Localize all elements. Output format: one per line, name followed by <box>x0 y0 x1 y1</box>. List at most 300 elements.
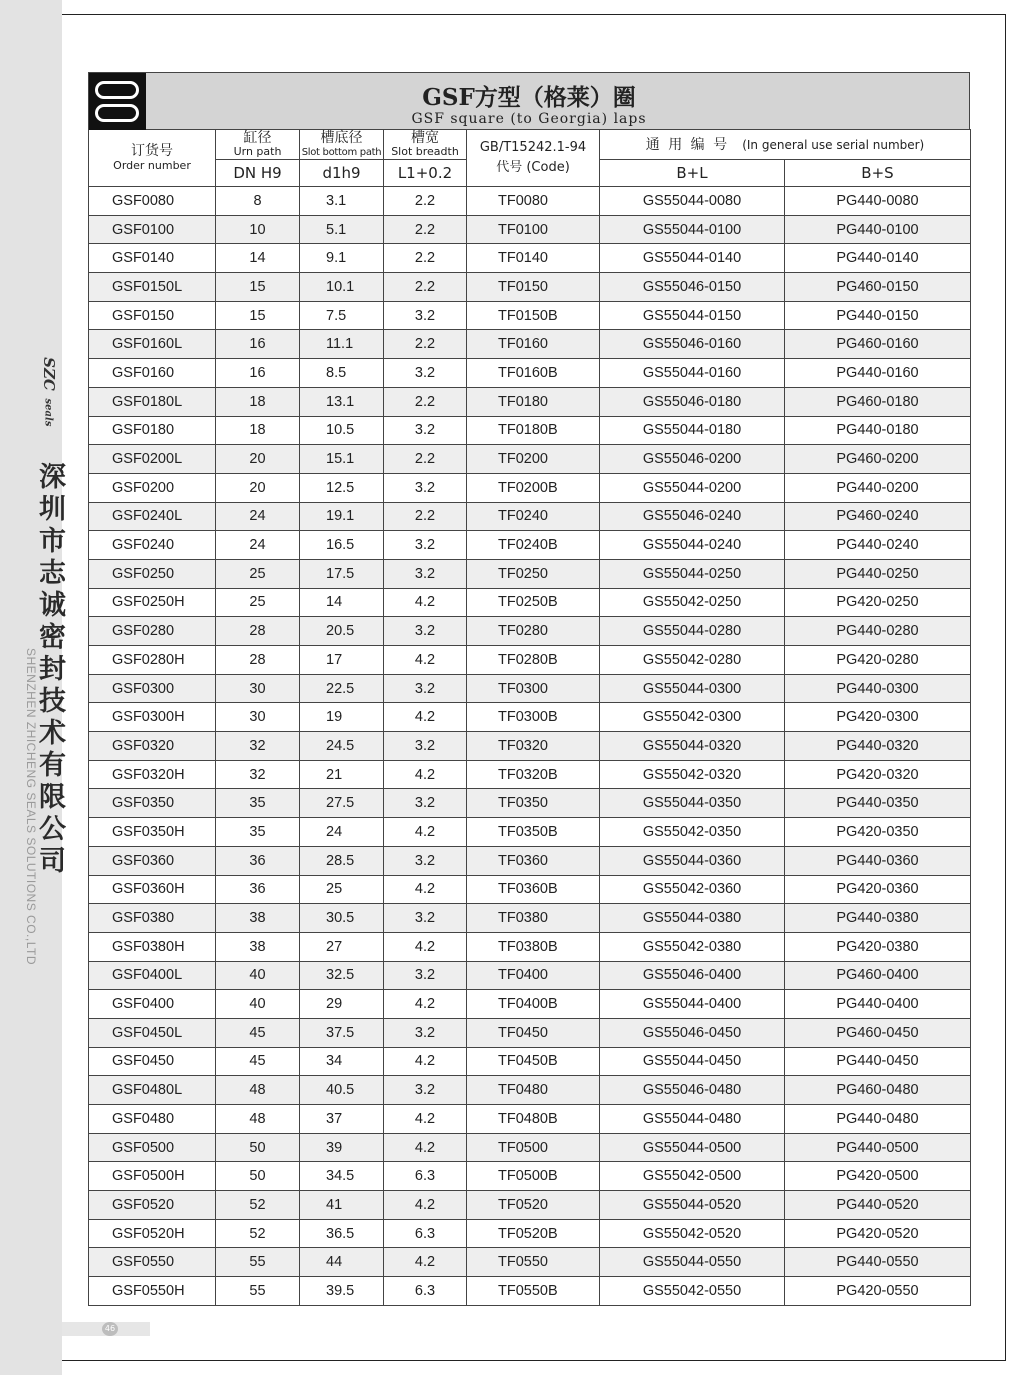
bore-cell: 50 <box>216 1162 300 1191</box>
slot-diameter-cell: 24.5 <box>300 732 384 761</box>
logo-word: SZC <box>39 357 58 391</box>
bore-cell: 50 <box>216 1133 300 1162</box>
table-row <box>89 387 971 416</box>
slot-width-cell: 2.2 <box>384 502 467 531</box>
bs-serial-cell: PG440-0240 <box>785 531 971 560</box>
bl-serial-cell: GS55046-0180 <box>600 387 785 416</box>
header-slot-width: 槽宽 Slot breadth <box>384 130 467 160</box>
slot-diameter-cell: 39 <box>300 1133 384 1162</box>
bs-serial-cell: PG440-0140 <box>785 244 971 273</box>
bs-serial-cell: PG440-0480 <box>785 1105 971 1134</box>
order-number-cell: GSF0240 <box>89 531 216 560</box>
slot-diameter-cell: 40.5 <box>300 1076 384 1105</box>
bore-cell: 30 <box>216 674 300 703</box>
code-cell: TF0500B <box>467 1162 600 1191</box>
bore-cell: 38 <box>216 904 300 933</box>
order-number-cell: GSF0280 <box>89 617 216 646</box>
slot-diameter-cell: 3.1 <box>300 187 384 216</box>
header-general: 通 用 编 号 (In general use serial number) <box>600 130 971 160</box>
bl-serial-cell: GS55044-0360 <box>600 846 785 875</box>
slot-diameter-cell: 24 <box>300 818 384 847</box>
bl-serial-cell: GS55044-0180 <box>600 416 785 445</box>
bs-serial-cell: PG440-0150 <box>785 301 971 330</box>
bl-serial-cell: GS55044-0520 <box>600 1191 785 1220</box>
code-cell: TF0180 <box>467 387 600 416</box>
slot-diameter-cell: 44 <box>300 1248 384 1277</box>
table-row <box>89 875 971 904</box>
header-standard: GB/T15242.1-94 代号 (Code) <box>467 130 600 187</box>
slot-diameter-cell: 36.5 <box>300 1219 384 1248</box>
slot-diameter-cell: 41 <box>300 1191 384 1220</box>
bore-cell: 45 <box>216 1047 300 1076</box>
code-cell: TF0160 <box>467 330 600 359</box>
bl-serial-cell: GS55042-0360 <box>600 875 785 904</box>
bl-serial-cell: GS55044-0400 <box>600 990 785 1019</box>
table-row <box>89 502 971 531</box>
code-cell: TF0280B <box>467 646 600 675</box>
slot-width-cell: 4.2 <box>384 818 467 847</box>
table-row <box>89 531 971 560</box>
spec-table-body <box>89 187 971 1306</box>
bore-cell: 10 <box>216 215 300 244</box>
slot-diameter-cell: 14 <box>300 588 384 617</box>
table-row <box>89 674 971 703</box>
slot-width-cell: 4.2 <box>384 760 467 789</box>
slot-width-cell: 3.2 <box>384 789 467 818</box>
bore-cell: 16 <box>216 359 300 388</box>
slot-width-cell: 2.2 <box>384 215 467 244</box>
table-row <box>89 1162 971 1191</box>
table-row <box>89 1219 971 1248</box>
bl-serial-cell: GS55044-0500 <box>600 1133 785 1162</box>
bl-serial-cell: GS55044-0200 <box>600 473 785 502</box>
order-number-cell: GSF0480 <box>89 1105 216 1134</box>
page-title: GSF方型（格莱）圈 <box>422 84 636 111</box>
bore-cell: 52 <box>216 1219 300 1248</box>
frame-top <box>62 14 1006 15</box>
bl-serial-cell: GS55042-0300 <box>600 703 785 732</box>
table-row <box>89 1018 971 1047</box>
slot-diameter-cell: 5.1 <box>300 215 384 244</box>
header-bs: B+S <box>785 160 971 187</box>
bl-serial-cell: GS55046-0150 <box>600 273 785 302</box>
slot-width-cell: 6.3 <box>384 1219 467 1248</box>
bs-serial-cell: PG420-0250 <box>785 588 971 617</box>
code-cell: TF0400 <box>467 961 600 990</box>
code-cell: TF0360B <box>467 875 600 904</box>
bs-serial-cell: PG440-0500 <box>785 1133 971 1162</box>
slot-width-cell: 4.2 <box>384 875 467 904</box>
header-slot-width-tol: L1+0.2 <box>384 160 467 187</box>
order-number-cell: GSF0380 <box>89 904 216 933</box>
spec-table <box>88 129 971 1306</box>
order-number-cell: GSF0400 <box>89 990 216 1019</box>
table-row <box>89 273 971 302</box>
company-name-cn: 深圳市志诚密封技术有限公司 <box>34 462 65 878</box>
code-cell: TF0300 <box>467 674 600 703</box>
bl-serial-cell: GS55044-0380 <box>600 904 785 933</box>
bl-serial-cell: GS55044-0080 <box>600 187 785 216</box>
slot-diameter-cell: 39.5 <box>300 1277 384 1306</box>
bl-serial-cell: GS55046-0400 <box>600 961 785 990</box>
bore-cell: 8 <box>216 187 300 216</box>
slot-width-cell: 4.2 <box>384 1248 467 1277</box>
bs-serial-cell: PG440-0180 <box>785 416 971 445</box>
bs-serial-cell: PG440-0100 <box>785 215 971 244</box>
code-cell: TF0520 <box>467 1191 600 1220</box>
bs-serial-cell: PG460-0160 <box>785 330 971 359</box>
bs-serial-cell: PG440-0400 <box>785 990 971 1019</box>
bl-serial-cell: GS55046-0450 <box>600 1018 785 1047</box>
slot-width-cell: 3.2 <box>384 904 467 933</box>
order-number-cell: GSF0520H <box>89 1219 216 1248</box>
order-number-cell: GSF0240L <box>89 502 216 531</box>
bl-serial-cell: GS55044-0250 <box>600 559 785 588</box>
table-row <box>89 1076 971 1105</box>
bs-serial-cell: PG420-0320 <box>785 760 971 789</box>
bs-serial-cell: PG460-0480 <box>785 1076 971 1105</box>
bore-cell: 25 <box>216 559 300 588</box>
order-number-cell: GSF0450 <box>89 1047 216 1076</box>
table-row <box>89 904 971 933</box>
order-number-cell: GSF0320H <box>89 760 216 789</box>
order-number-cell: GSF0200 <box>89 473 216 502</box>
bs-serial-cell: PG440-0320 <box>785 732 971 761</box>
bl-serial-cell: GS55044-0320 <box>600 732 785 761</box>
bl-serial-cell: GS55042-0350 <box>600 818 785 847</box>
code-cell: TF0450B <box>467 1047 600 1076</box>
slot-diameter-cell: 13.1 <box>300 387 384 416</box>
table-row <box>89 559 971 588</box>
order-number-cell: GSF0380H <box>89 932 216 961</box>
slot-diameter-cell: 10.1 <box>300 273 384 302</box>
bs-serial-cell: PG460-0200 <box>785 445 971 474</box>
slot-diameter-cell: 15.1 <box>300 445 384 474</box>
bore-cell: 28 <box>216 646 300 675</box>
slot-width-cell: 2.2 <box>384 330 467 359</box>
slot-width-cell: 3.2 <box>384 301 467 330</box>
slot-width-cell: 3.2 <box>384 961 467 990</box>
slot-width-cell: 3.2 <box>384 732 467 761</box>
bs-serial-cell: PG440-0350 <box>785 789 971 818</box>
code-cell: TF0360 <box>467 846 600 875</box>
bore-cell: 28 <box>216 617 300 646</box>
bs-serial-cell: PG420-0550 <box>785 1277 971 1306</box>
brand-logo <box>22 345 58 427</box>
code-cell: TF0240B <box>467 531 600 560</box>
code-cell: TF0320B <box>467 760 600 789</box>
bs-serial-cell: PG420-0300 <box>785 703 971 732</box>
bl-serial-cell: GS55044-0550 <box>600 1248 785 1277</box>
code-cell: TF0550 <box>467 1248 600 1277</box>
order-number-cell: GSF0150L <box>89 273 216 302</box>
code-cell: TF0500 <box>467 1133 600 1162</box>
code-cell: TF0080 <box>467 187 600 216</box>
order-number-cell: GSF0480L <box>89 1076 216 1105</box>
table-row <box>89 732 971 761</box>
bs-serial-cell: PG440-0520 <box>785 1191 971 1220</box>
table-row <box>89 588 971 617</box>
bl-serial-cell: GS55044-0350 <box>600 789 785 818</box>
table-row <box>89 1133 971 1162</box>
code-cell: TF0160B <box>467 359 600 388</box>
order-number-cell: GSF0300H <box>89 703 216 732</box>
order-number-cell: GSF0180L <box>89 387 216 416</box>
slot-diameter-cell: 28.5 <box>300 846 384 875</box>
page-subtitle: GSF square (to Georgia) laps <box>411 111 647 127</box>
slot-diameter-cell: 30.5 <box>300 904 384 933</box>
bl-serial-cell: GS55042-0520 <box>600 1219 785 1248</box>
bore-cell: 15 <box>216 273 300 302</box>
code-cell: TF0200 <box>467 445 600 474</box>
slot-diameter-cell: 20.5 <box>300 617 384 646</box>
bore-cell: 20 <box>216 473 300 502</box>
table-row <box>89 416 971 445</box>
slot-diameter-cell: 22.5 <box>300 674 384 703</box>
order-number-cell: GSF0250 <box>89 559 216 588</box>
slot-diameter-cell: 21 <box>300 760 384 789</box>
bs-serial-cell: PG440-0160 <box>785 359 971 388</box>
bore-cell: 52 <box>216 1191 300 1220</box>
slot-width-cell: 2.2 <box>384 445 467 474</box>
table-row <box>89 932 971 961</box>
order-number-cell: GSF0360H <box>89 875 216 904</box>
bl-serial-cell: GS55046-0160 <box>600 330 785 359</box>
bs-serial-cell: PG460-0150 <box>785 273 971 302</box>
code-cell: TF0280 <box>467 617 600 646</box>
bl-serial-cell: GS55044-0100 <box>600 215 785 244</box>
slot-width-cell: 4.2 <box>384 1133 467 1162</box>
code-cell: TF0250B <box>467 588 600 617</box>
slot-diameter-cell: 11.1 <box>300 330 384 359</box>
bore-cell: 20 <box>216 445 300 474</box>
slot-width-cell: 4.2 <box>384 703 467 732</box>
code-cell: TF0250 <box>467 559 600 588</box>
bore-cell: 18 <box>216 416 300 445</box>
bore-cell: 40 <box>216 961 300 990</box>
frame-bottom <box>62 1360 1006 1361</box>
slot-diameter-cell: 9.1 <box>300 244 384 273</box>
order-number-cell: GSF0160L <box>89 330 216 359</box>
bs-serial-cell: PG440-0250 <box>785 559 971 588</box>
slot-diameter-cell: 7.5 <box>300 301 384 330</box>
slot-diameter-cell: 19.1 <box>300 502 384 531</box>
order-number-cell: GSF0500H <box>89 1162 216 1191</box>
slot-width-cell: 4.2 <box>384 1191 467 1220</box>
slot-width-cell: 2.2 <box>384 244 467 273</box>
bore-cell: 25 <box>216 588 300 617</box>
slot-width-cell: 2.2 <box>384 187 467 216</box>
slot-diameter-cell: 32.5 <box>300 961 384 990</box>
slot-width-cell: 3.2 <box>384 1076 467 1105</box>
slot-diameter-cell: 16.5 <box>300 531 384 560</box>
code-cell: TF0380 <box>467 904 600 933</box>
code-cell: TF0550B <box>467 1277 600 1306</box>
bs-serial-cell: PG420-0350 <box>785 818 971 847</box>
bore-cell: 45 <box>216 1018 300 1047</box>
bl-serial-cell: GS55044-0150 <box>600 301 785 330</box>
slot-diameter-cell: 10.5 <box>300 416 384 445</box>
code-cell: TF0480B <box>467 1105 600 1134</box>
bl-serial-cell: GS55044-0160 <box>600 359 785 388</box>
bore-cell: 18 <box>216 387 300 416</box>
order-number-cell: GSF0520 <box>89 1191 216 1220</box>
code-cell: TF0450 <box>467 1018 600 1047</box>
bore-cell: 35 <box>216 789 300 818</box>
order-number-cell: GSF0550H <box>89 1277 216 1306</box>
order-number-cell: GSF0350 <box>89 789 216 818</box>
slot-width-cell: 3.2 <box>384 617 467 646</box>
table-row <box>89 846 971 875</box>
bore-cell: 24 <box>216 531 300 560</box>
slot-width-cell: 6.3 <box>384 1162 467 1191</box>
order-number-cell: GSF0180 <box>89 416 216 445</box>
bl-serial-cell: GS55044-0480 <box>600 1105 785 1134</box>
bore-cell: 14 <box>216 244 300 273</box>
bl-serial-cell: GS55044-0280 <box>600 617 785 646</box>
order-number-cell: GSF0400L <box>89 961 216 990</box>
table-row <box>89 760 971 789</box>
code-cell: TF0150 <box>467 273 600 302</box>
page-number: 46 <box>102 1322 118 1336</box>
order-number-cell: GSF0080 <box>89 187 216 216</box>
bs-serial-cell: PG420-0280 <box>785 646 971 675</box>
table-row <box>89 789 971 818</box>
table-row <box>89 1191 971 1220</box>
order-number-cell: GSF0450L <box>89 1018 216 1047</box>
table-row <box>89 359 971 388</box>
slot-diameter-cell: 37.5 <box>300 1018 384 1047</box>
slot-width-cell: 2.2 <box>384 387 467 416</box>
bore-cell: 55 <box>216 1248 300 1277</box>
slot-width-cell: 4.2 <box>384 646 467 675</box>
code-cell: TF0320 <box>467 732 600 761</box>
table-row <box>89 1047 971 1076</box>
bore-cell: 38 <box>216 932 300 961</box>
header-order: 订货号 Order number <box>89 130 216 187</box>
company-name-en: SHENZHEN ZHICHENG SEALS SOLUTIONS CO.,LTD <box>24 648 38 965</box>
code-cell: TF0350 <box>467 789 600 818</box>
table-row <box>89 187 971 216</box>
slot-width-cell: 3.2 <box>384 846 467 875</box>
slot-diameter-cell: 19 <box>300 703 384 732</box>
slot-diameter-cell: 37 <box>300 1105 384 1134</box>
spec-table-container <box>88 72 970 1306</box>
code-cell: TF0140 <box>467 244 600 273</box>
table-row <box>89 990 971 1019</box>
slot-diameter-cell: 34 <box>300 1047 384 1076</box>
slot-diameter-cell: 27 <box>300 932 384 961</box>
bore-cell: 55 <box>216 1277 300 1306</box>
table-row <box>89 961 971 990</box>
bore-cell: 48 <box>216 1076 300 1105</box>
table-row <box>89 445 971 474</box>
bs-serial-cell: PG440-0450 <box>785 1047 971 1076</box>
bs-serial-cell: PG420-0520 <box>785 1219 971 1248</box>
header-slot-diameter-tol: d1h9 <box>300 160 384 187</box>
code-cell: TF0150B <box>467 301 600 330</box>
table-row <box>89 473 971 502</box>
bs-serial-cell: PG420-0500 <box>785 1162 971 1191</box>
slot-diameter-cell: 25 <box>300 875 384 904</box>
slot-diameter-cell: 34.5 <box>300 1162 384 1191</box>
header-slot-diameter: 槽底径 Slot bottom path <box>300 130 384 160</box>
code-cell: TF0180B <box>467 416 600 445</box>
bore-cell: 48 <box>216 1105 300 1134</box>
bl-serial-cell: GS55042-0280 <box>600 646 785 675</box>
logo-sub: seals <box>42 398 54 427</box>
code-cell: TF0200B <box>467 473 600 502</box>
slot-width-cell: 2.2 <box>384 273 467 302</box>
table-row <box>89 1248 971 1277</box>
bore-cell: 32 <box>216 760 300 789</box>
table-row <box>89 215 971 244</box>
bl-serial-cell: GS55042-0320 <box>600 760 785 789</box>
slot-width-cell: 4.2 <box>384 1047 467 1076</box>
order-number-cell: GSF0160 <box>89 359 216 388</box>
order-number-cell: GSF0200L <box>89 445 216 474</box>
bs-serial-cell: PG440-0280 <box>785 617 971 646</box>
bs-serial-cell: PG460-0400 <box>785 961 971 990</box>
slot-width-cell: 4.2 <box>384 588 467 617</box>
order-number-cell: GSF0300 <box>89 674 216 703</box>
bl-serial-cell: GS55046-0240 <box>600 502 785 531</box>
code-cell: TF0100 <box>467 215 600 244</box>
bl-serial-cell: GS55044-0140 <box>600 244 785 273</box>
table-row <box>89 244 971 273</box>
slot-width-cell: 3.2 <box>384 473 467 502</box>
bore-cell: 35 <box>216 818 300 847</box>
slot-diameter-cell: 8.5 <box>300 359 384 388</box>
table-row <box>89 818 971 847</box>
slot-width-cell: 4.2 <box>384 932 467 961</box>
bs-serial-cell: PG440-0080 <box>785 187 971 216</box>
bs-serial-cell: PG460-0180 <box>785 387 971 416</box>
slot-diameter-cell: 29 <box>300 990 384 1019</box>
bs-serial-cell: PG440-0300 <box>785 674 971 703</box>
table-row <box>89 301 971 330</box>
slot-width-cell: 4.2 <box>384 990 467 1019</box>
bl-serial-cell: GS55046-0200 <box>600 445 785 474</box>
bore-cell: 40 <box>216 990 300 1019</box>
slot-diameter-cell: 17 <box>300 646 384 675</box>
table-row <box>89 617 971 646</box>
bl-serial-cell: GS55044-0240 <box>600 531 785 560</box>
bl-serial-cell: GS55042-0550 <box>600 1277 785 1306</box>
bs-serial-cell: PG460-0240 <box>785 502 971 531</box>
bs-serial-cell: PG440-0380 <box>785 904 971 933</box>
slot-width-cell: 3.2 <box>384 674 467 703</box>
order-number-cell: GSF0320 <box>89 732 216 761</box>
bs-serial-cell: PG440-0200 <box>785 473 971 502</box>
code-cell: TF0350B <box>467 818 600 847</box>
order-number-cell: GSF0500 <box>89 1133 216 1162</box>
slot-width-cell: 3.2 <box>384 359 467 388</box>
bs-serial-cell: PG440-0360 <box>785 846 971 875</box>
code-cell: TF0400B <box>467 990 600 1019</box>
order-number-cell: GSF0360 <box>89 846 216 875</box>
order-number-cell: GSF0100 <box>89 215 216 244</box>
bl-serial-cell: GS55042-0380 <box>600 932 785 961</box>
bore-cell: 30 <box>216 703 300 732</box>
bl-serial-cell: GS55042-0250 <box>600 588 785 617</box>
order-number-cell: GSF0140 <box>89 244 216 273</box>
code-cell: TF0480 <box>467 1076 600 1105</box>
header-bore: 缸径 Urn path <box>216 130 300 160</box>
bs-serial-cell: PG460-0450 <box>785 1018 971 1047</box>
slot-width-cell: 3.2 <box>384 416 467 445</box>
bl-serial-cell: GS55044-0300 <box>600 674 785 703</box>
